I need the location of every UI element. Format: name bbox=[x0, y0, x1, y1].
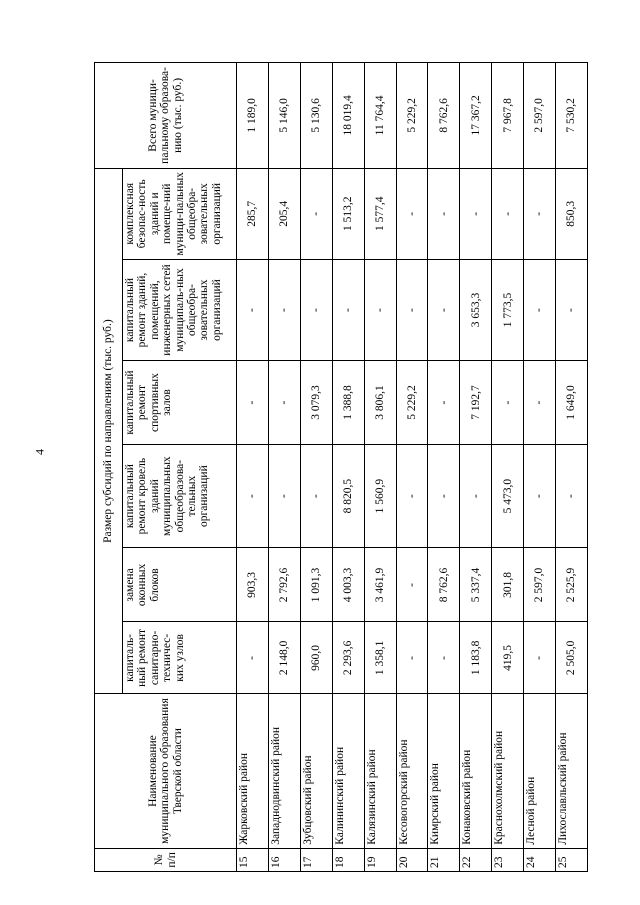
cell-sport-halls: - bbox=[428, 361, 460, 445]
header-safety: комплексная безопас-ность зданий и помеще-ний муници-пальных общеобра-зовательных организаций bbox=[123, 168, 237, 259]
cell-sport-halls: - bbox=[524, 361, 556, 445]
row-num: 16 bbox=[268, 848, 300, 871]
cell-total: 8 762,6 bbox=[428, 63, 460, 169]
table-row bbox=[396, 63, 428, 872]
header-total: Всего муници-пальному образова-нию (тыс. руб.) bbox=[95, 63, 237, 169]
cell-safety: 205,4 bbox=[268, 168, 300, 259]
cell-sanitary: 1 358,1 bbox=[364, 622, 396, 694]
table-row bbox=[492, 63, 524, 872]
row-name: Краснохолмский район bbox=[492, 694, 524, 848]
cell-buildings: - bbox=[428, 259, 460, 361]
cell-buildings: - bbox=[556, 259, 588, 361]
row-num: 18 bbox=[332, 848, 364, 871]
subsidy-table-rotated bbox=[94, 62, 588, 872]
cell-buildings: - bbox=[237, 259, 269, 361]
cell-windows: 3 461,9 bbox=[364, 548, 396, 622]
cell-sport-halls: - bbox=[268, 361, 300, 445]
cell-sanitary: - bbox=[524, 622, 556, 694]
table-row bbox=[268, 63, 300, 872]
cell-safety: 1 513,2 bbox=[332, 168, 364, 259]
cell-sanitary: 960,0 bbox=[300, 622, 332, 694]
cell-total: 5 146,0 bbox=[268, 63, 300, 169]
row-name: Кесовогорский район bbox=[396, 694, 428, 848]
cell-sanitary: 2 293,6 bbox=[332, 622, 364, 694]
cell-roofs: - bbox=[460, 444, 492, 548]
table-row bbox=[300, 63, 332, 872]
row-name: Зубцовский район bbox=[300, 694, 332, 848]
cell-total: 2 597,0 bbox=[524, 63, 556, 169]
cell-safety: 1 577,4 bbox=[364, 168, 396, 259]
cell-sanitary: 2 505,0 bbox=[556, 622, 588, 694]
cell-roofs: 1 560,9 bbox=[364, 444, 396, 548]
cell-roofs: - bbox=[556, 444, 588, 548]
header-sport-halls: капитальный ремонт спортивных залов bbox=[123, 361, 237, 445]
cell-sport-halls: - bbox=[492, 361, 524, 445]
cell-sanitary: - bbox=[237, 622, 269, 694]
cell-safety: - bbox=[460, 168, 492, 259]
table-row bbox=[332, 63, 364, 872]
header-windows: замена оконных блоков bbox=[123, 548, 237, 622]
cell-buildings: 1 773,5 bbox=[492, 259, 524, 361]
cell-buildings: 3 653,3 bbox=[460, 259, 492, 361]
cell-sanitary: 2 148,0 bbox=[268, 622, 300, 694]
header-buildings: капитальный ремонт зданий, помещений, инженерных сетей муниципаль-ных общеобра-зовательных организаций bbox=[123, 259, 237, 361]
cell-roofs: - bbox=[237, 444, 269, 548]
cell-windows: 2 525,9 bbox=[556, 548, 588, 622]
row-num: 22 bbox=[460, 848, 492, 871]
row-name: Кимрский район bbox=[428, 694, 460, 848]
cell-total: 18 019,4 bbox=[332, 63, 364, 169]
cell-windows: 903,3 bbox=[237, 548, 269, 622]
row-num: 20 bbox=[396, 848, 428, 871]
cell-buildings: - bbox=[524, 259, 556, 361]
row-num: 23 bbox=[492, 848, 524, 871]
cell-total: 11 764,4 bbox=[364, 63, 396, 169]
row-name: Лесной район bbox=[524, 694, 556, 848]
cell-total: 7 967,8 bbox=[492, 63, 524, 169]
table-row bbox=[524, 63, 556, 872]
row-name: Конаковский район bbox=[460, 694, 492, 848]
table-row bbox=[237, 63, 269, 872]
cell-roofs: - bbox=[428, 444, 460, 548]
row-num: 24 bbox=[524, 848, 556, 871]
page-number: 4 bbox=[32, 449, 47, 455]
cell-safety: - bbox=[428, 168, 460, 259]
cell-buildings: - bbox=[396, 259, 428, 361]
row-name: Жарковский район bbox=[237, 694, 269, 848]
cell-safety: 850,3 bbox=[556, 168, 588, 259]
cell-windows: 4 003,3 bbox=[332, 548, 364, 622]
cell-windows: 5 337,4 bbox=[460, 548, 492, 622]
table-row bbox=[460, 63, 492, 872]
header-num: № п/п bbox=[95, 848, 237, 871]
cell-windows: - bbox=[396, 548, 428, 622]
header-roofs: капитальный ремонт кровель зданий муниципальных общеобразова-тельных организаций bbox=[123, 444, 237, 548]
cell-safety: 285,7 bbox=[237, 168, 269, 259]
row-num: 25 bbox=[556, 848, 588, 871]
cell-windows: 301,8 bbox=[492, 548, 524, 622]
cell-sport-halls: 7 192,7 bbox=[460, 361, 492, 445]
cell-sanitary: 1 183,8 bbox=[460, 622, 492, 694]
table-row bbox=[556, 63, 588, 872]
row-num: 15 bbox=[237, 848, 269, 871]
row-num: 17 bbox=[300, 848, 332, 871]
header-sanitary: капиталь-ный ремонт санитарно-техничес-ких узлов bbox=[123, 622, 237, 694]
header-name: Наименование муниципального образования Тверской области bbox=[95, 694, 237, 848]
cell-windows: 1 091,3 bbox=[300, 548, 332, 622]
cell-sport-halls: - bbox=[237, 361, 269, 445]
cell-buildings: - bbox=[332, 259, 364, 361]
cell-total: 1 189,0 bbox=[237, 63, 269, 169]
cell-roofs: - bbox=[524, 444, 556, 548]
cell-buildings: - bbox=[268, 259, 300, 361]
table-row bbox=[364, 63, 396, 872]
cell-buildings: - bbox=[364, 259, 396, 361]
cell-roofs: 5 473,0 bbox=[492, 444, 524, 548]
cell-safety: - bbox=[524, 168, 556, 259]
row-name: Западнодвинский район bbox=[268, 694, 300, 848]
cell-sport-halls: 3 806,1 bbox=[364, 361, 396, 445]
cell-sport-halls: 3 079,3 bbox=[300, 361, 332, 445]
row-name: Калининский район bbox=[332, 694, 364, 848]
cell-sport-halls: 1 388,8 bbox=[332, 361, 364, 445]
cell-total: 17 367,2 bbox=[460, 63, 492, 169]
cell-windows: 2 792,6 bbox=[268, 548, 300, 622]
cell-safety: - bbox=[396, 168, 428, 259]
row-name: Калязинский район bbox=[364, 694, 396, 848]
cell-sanitary: - bbox=[428, 622, 460, 694]
cell-roofs: - bbox=[268, 444, 300, 548]
row-num: 19 bbox=[364, 848, 396, 871]
cell-safety: - bbox=[300, 168, 332, 259]
cell-buildings: - bbox=[300, 259, 332, 361]
cell-total: 7 530,2 bbox=[556, 63, 588, 169]
cell-sport-halls: 5 229,2 bbox=[396, 361, 428, 445]
cell-windows: 8 762,6 bbox=[428, 548, 460, 622]
cell-sanitary: 419,5 bbox=[492, 622, 524, 694]
cell-total: 5 229,2 bbox=[396, 63, 428, 169]
cell-sport-halls: 1 649,0 bbox=[556, 361, 588, 445]
cell-roofs: 8 820,5 bbox=[332, 444, 364, 548]
header-group: Размер субсидий по направлениям (тыс. руб.) bbox=[95, 168, 123, 694]
cell-roofs: - bbox=[300, 444, 332, 548]
table-row bbox=[428, 63, 460, 872]
cell-sanitary: - bbox=[396, 622, 428, 694]
cell-safety: - bbox=[492, 168, 524, 259]
cell-total: 5 130,6 bbox=[300, 63, 332, 169]
subsidy-table bbox=[94, 62, 588, 872]
cell-roofs: - bbox=[396, 444, 428, 548]
row-num: 21 bbox=[428, 848, 460, 871]
cell-windows: 2 597,0 bbox=[524, 548, 556, 622]
row-name: Лихославльский район bbox=[556, 694, 588, 848]
